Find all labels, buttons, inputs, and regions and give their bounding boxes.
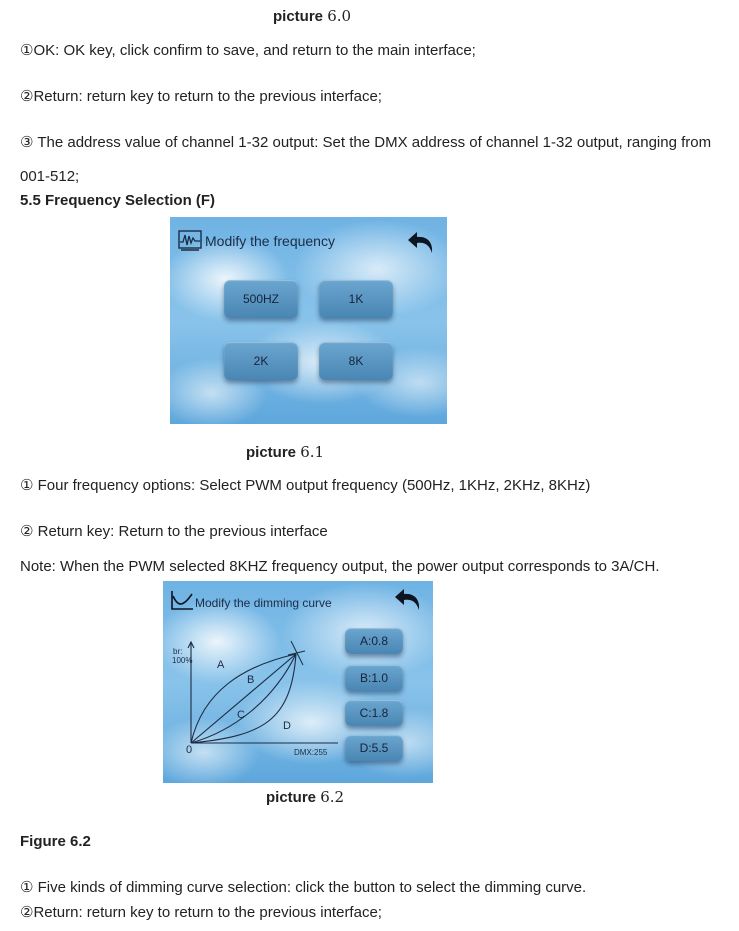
paragraph-address-value: ③ The address value of channel 1-32 output: Set the DMX address of channel 1-32 output, ranging from: [20, 134, 712, 151]
caption-number: 6.2: [320, 788, 345, 806]
x-axis-max: DMX:255: [294, 748, 328, 757]
curve-button-a[interactable]: A:0.8: [345, 628, 403, 654]
caption-number: 6.1: [300, 443, 325, 461]
caption-word: picture: [246, 444, 297, 461]
curve-button-b[interactable]: B:1.0: [345, 665, 403, 691]
curve-label-b: B: [247, 674, 255, 686]
y-axis-label: br:: [173, 647, 183, 656]
waveform-icon: [178, 230, 202, 252]
paragraph-frequency-return: ② Return key: Return to the previous interface: [20, 523, 328, 540]
dimming-screen-title: Modify the dimming curve: [195, 596, 332, 610]
caption-number: 6.0: [327, 7, 352, 25]
paragraph-curve-return: ②Return: return key to return to the previous interface;: [20, 904, 382, 921]
origin-label: 0: [186, 744, 193, 756]
paragraph-frequency-options: ① Four frequency options: Select PWM output frequency (500Hz, 1KHz, 2KHz, 8KHz): [20, 477, 591, 494]
figure-6-2-heading: Figure 6.2: [20, 833, 91, 850]
curve-button-d[interactable]: D:5.5: [345, 735, 403, 761]
paragraph-curve-selection: ① Five kinds of dimming curve selection: click the button to select the dimming curve.: [20, 879, 587, 896]
paragraph-address-range: 001-512;: [20, 168, 80, 185]
curve-label-a: A: [217, 659, 225, 671]
frequency-screen-title: Modify the frequency: [205, 233, 335, 249]
freq-button-2k[interactable]: 2K: [224, 342, 298, 380]
dimming-curve-screen: [163, 581, 433, 783]
paragraph-ok-key: ①OK: OK key, click confirm to save, and return to the main interface;: [20, 42, 476, 59]
freq-button-500hz[interactable]: 500HZ: [224, 280, 298, 318]
curve-label-c: C: [237, 709, 245, 721]
caption-word: picture: [266, 789, 317, 806]
caption-6-2: [266, 787, 344, 808]
paragraph-return-key: ②Return: return key to return to the previous interface;: [20, 88, 382, 105]
section-heading-5-5: 5.5 Frequency Selection (F): [20, 192, 216, 209]
caption-6-1: [246, 442, 324, 463]
freq-button-8k[interactable]: 8K: [319, 342, 393, 380]
paragraph-note: Note: When the PWM selected 8KHZ frequency output, the power output corresponds to 3A/CH.: [20, 558, 660, 575]
freq-button-1k[interactable]: 1K: [319, 280, 393, 318]
frequency-screen: [170, 217, 447, 424]
back-arrow-icon[interactable]: [406, 229, 436, 257]
curve-label-d: D: [283, 720, 291, 732]
caption-6-0: [273, 6, 351, 27]
curve-button-c[interactable]: C:1.8: [345, 700, 403, 726]
caption-word: picture: [273, 8, 324, 25]
y-axis-max: 100%: [172, 656, 193, 665]
